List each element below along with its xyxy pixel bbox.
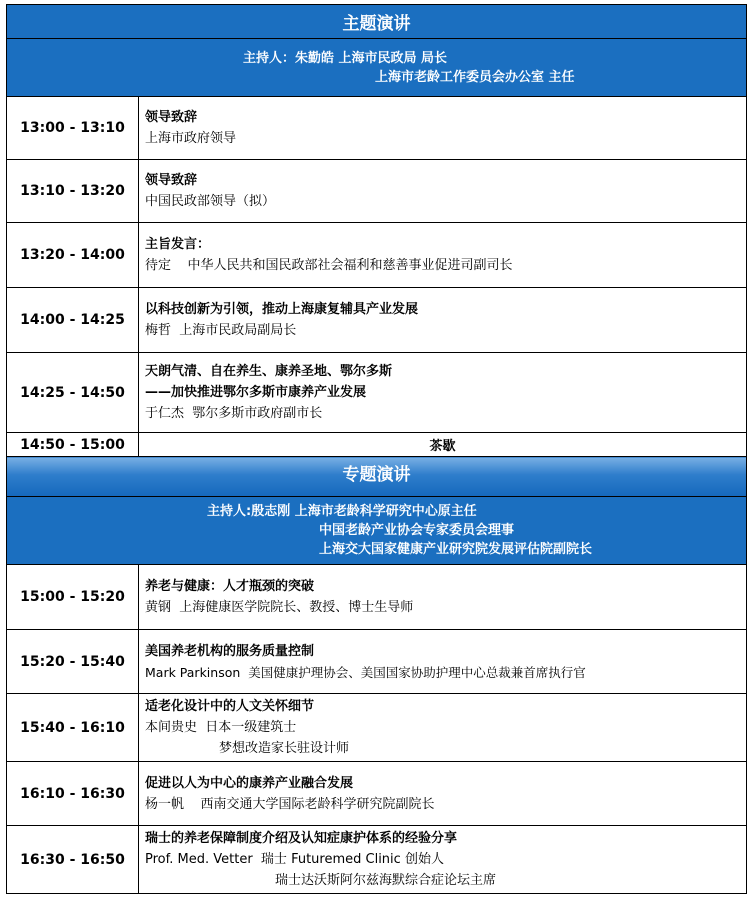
break-label: 茶歇 (139, 433, 747, 457)
session-title: 促进以人为中心的康养产业融合发展 (145, 775, 354, 791)
session-title: 养老与健康：人才瓶颈的突破 (145, 579, 315, 594)
session-title: 领导致辞 (145, 110, 198, 125)
session-title: 主旨发言： (145, 237, 211, 252)
session-row (7, 762, 747, 826)
host-line: 上海市老龄工作委员会办公室 主任 (375, 69, 575, 85)
session-time: 15:00 - 15:20 (7, 565, 139, 630)
session-time: 13:00 - 13:10 (7, 97, 139, 160)
session-title: 瑞士的养老保障制度介绍及认知症康护体系的经验分享 (145, 831, 458, 846)
session-row (7, 565, 747, 630)
session-row (7, 97, 747, 160)
session-speaker: 梅哲 上海市民政局副局长 (145, 323, 297, 338)
session-speaker: 于仁杰 鄂尔多斯市政府副市长 (145, 406, 323, 421)
session-speaker: 本间贵史 日本一级建筑士 (145, 720, 297, 735)
session-title: 美国养老机构的服务质量控制 (145, 643, 315, 659)
break-time: 14:50 - 15:00 (7, 433, 139, 457)
session-time: 14:25 - 14:50 (7, 353, 139, 433)
session-time: 16:10 - 16:30 (7, 762, 139, 826)
session-row (7, 223, 747, 288)
section-title: 专题演讲 (7, 457, 747, 497)
session-speaker: Mark Parkinson 美国健康护理协会、美国国家协助护理中心总裁兼首席执行官 (145, 664, 586, 680)
session-title: 适老化设计中的人文关怀细节 (145, 699, 315, 714)
agenda-table (6, 4, 747, 894)
session-row (7, 353, 747, 433)
agenda-sheet (6, 4, 746, 894)
session-time: 15:20 - 15:40 (7, 630, 139, 694)
session-title: 领导致辞 (145, 173, 198, 188)
session-speaker: 杨一帆 西南交通大学国际老龄科学研究院副院长 (145, 796, 435, 812)
session-row (7, 826, 747, 894)
session-row (7, 694, 747, 762)
session-speaker: Prof. Med. Vetter 瑞士 Futuremed Clinic 创始人 (145, 852, 444, 867)
section-header-keynote (7, 5, 747, 39)
session-time: 14:00 - 14:25 (7, 288, 139, 353)
session-title: 天朗气清、自在养生、康养圣地、鄂尔多斯 (145, 364, 393, 379)
session-title: 以科技创新为引领，推动上海康复辅具产业发展 (145, 302, 419, 317)
host-row-topical (7, 497, 747, 565)
session-speaker-role: 梦想改造家长驻设计师 (219, 741, 350, 756)
session-speaker: 待定 中华人民共和国民政部社会福利和慈善事业促进司副司长 (145, 258, 513, 273)
session-speaker: 中国民政部领导（拟） (145, 194, 276, 209)
host-row-keynote (7, 39, 747, 97)
section-header-topical (7, 457, 747, 497)
session-row (7, 160, 747, 223)
session-speaker: 黄钢 上海健康医学院院长、教授、博士生导师 (145, 600, 414, 615)
session-time: 13:20 - 14:00 (7, 223, 139, 288)
session-row (7, 288, 747, 353)
session-time: 15:40 - 16:10 (7, 694, 139, 762)
section-title: 主题演讲 (7, 5, 747, 39)
session-speaker-role: 瑞士达沃斯阿尔兹海默综合症论坛主席 (275, 873, 497, 888)
host-line: 主持人：朱勤皓 上海市民政局 局长 (243, 50, 448, 66)
host-line: 中国老龄产业协会专家委员会理事 (319, 523, 515, 538)
host-line: 上海交大国家健康产业研究院发展评估院副院长 (319, 542, 593, 557)
session-time: 16:30 - 16:50 (7, 826, 139, 894)
host-line: 主持人:殷志刚 上海市老龄科学研究中心原主任 (207, 504, 477, 519)
break-row (7, 433, 747, 457)
session-subtitle: ——加快推进鄂尔多斯市康养产业发展 (145, 385, 367, 400)
session-speaker: 上海市政府领导 (145, 131, 237, 146)
session-row (7, 630, 747, 694)
session-time: 13:10 - 13:20 (7, 160, 139, 223)
